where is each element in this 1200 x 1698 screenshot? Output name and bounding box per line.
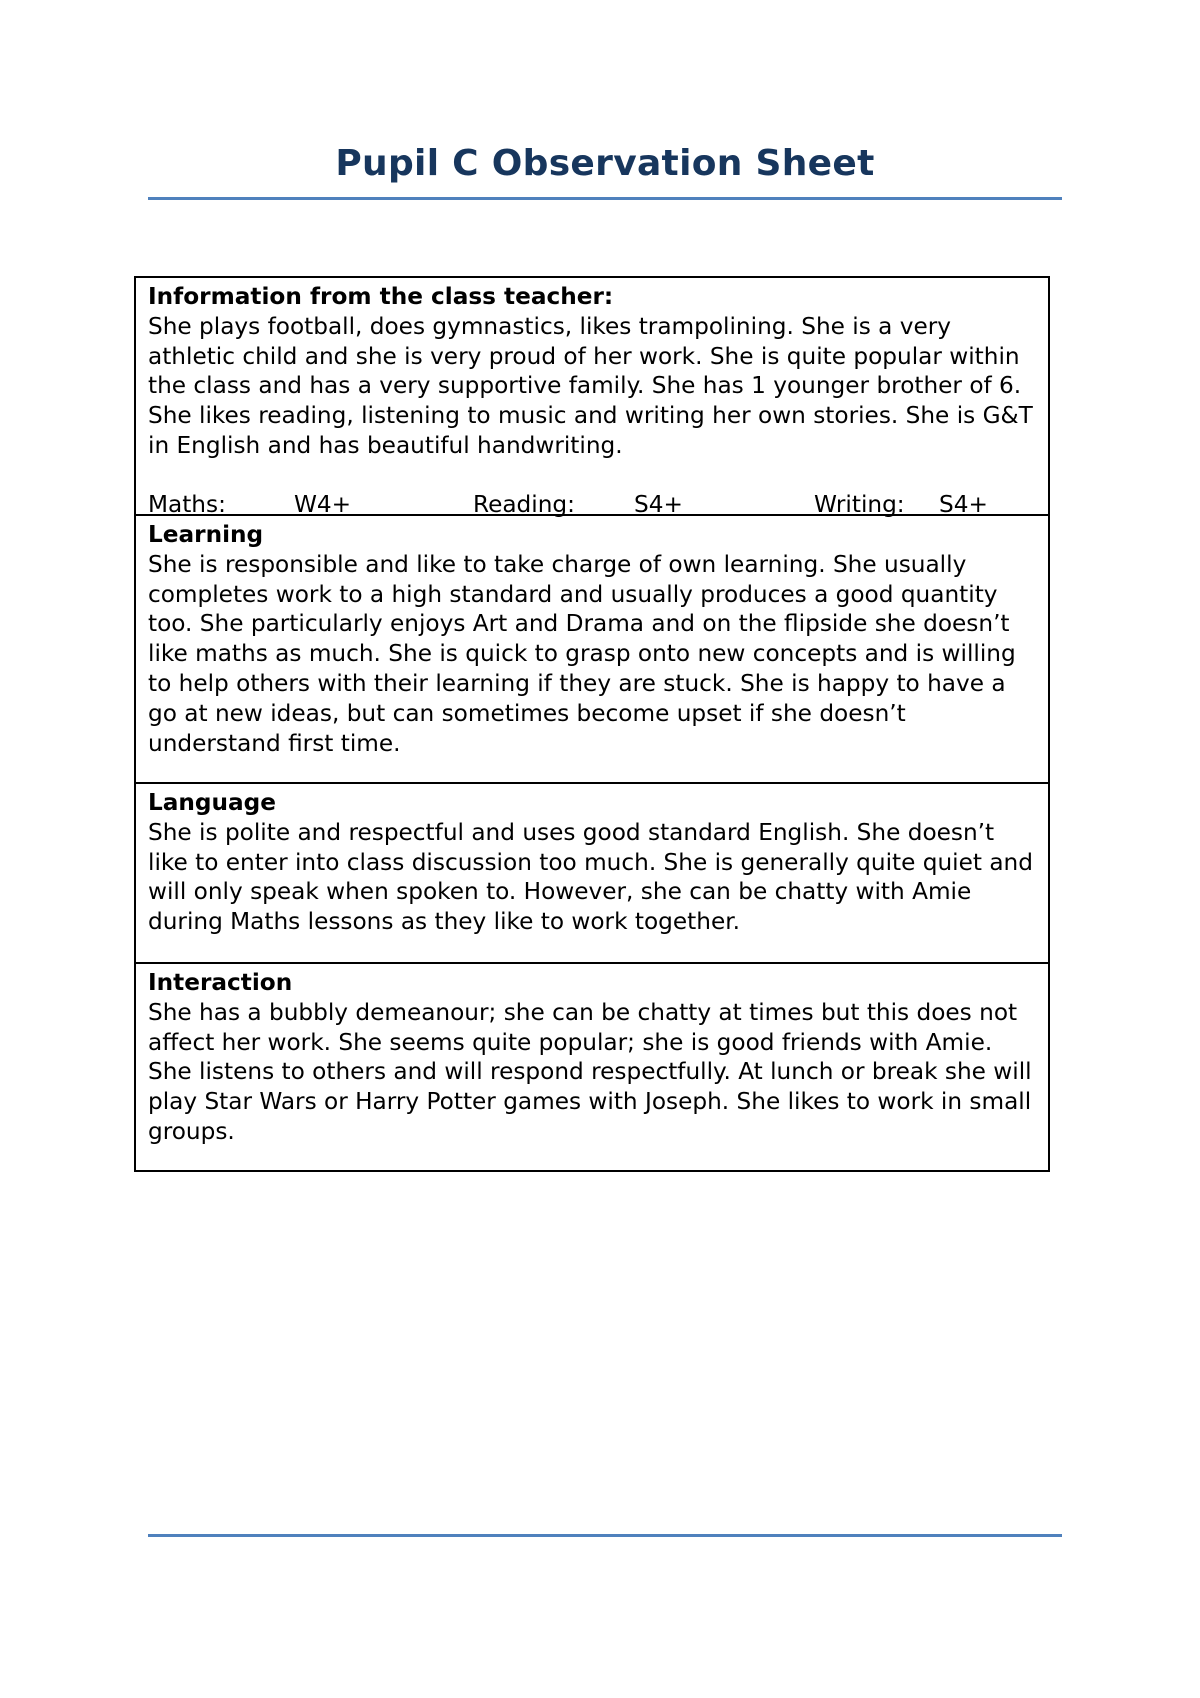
language-section: [136, 782, 1048, 962]
reading-label: Reading:: [473, 490, 575, 518]
language-heading: Language: [148, 789, 277, 816]
maths-value: W4+: [294, 490, 352, 518]
writing-label: Writing:: [814, 490, 905, 518]
writing-value: S4+: [939, 490, 988, 518]
learning-text: She is responsible and like to take charge of own learning. She usually completes work to a high standard and usually produces a good quantity too. She particularly enjoys Art and Drama and on the flipside she doesn’t like maths as much. She is quick to grasp onto new concepts and is willing to help others with their learning if they are stuck. She is happy to have a go at new ideas, but can sometimes become upset if she doesn’t understand first time.: [148, 550, 1016, 757]
language-text: She is polite and respectful and uses good standard English. She doesn’t like to enter into class discussion too much. She is generally quite quiet and will only speak when spoken to. However, she can be chatty with Amie during Maths lessons as they like to work together.: [148, 818, 1033, 936]
interaction-heading: Interaction: [148, 969, 293, 996]
reading-value: S4+: [634, 490, 683, 518]
grades-row: [148, 490, 1036, 519]
info-section: [136, 278, 1048, 518]
learning-section: [136, 514, 1048, 782]
maths-label: Maths:: [148, 490, 226, 518]
observation-table: [134, 276, 1050, 1172]
page-title: Pupil C Observation Sheet: [335, 143, 875, 184]
footer-rule: [148, 1534, 1062, 1537]
learning-heading: Learning: [148, 521, 264, 548]
spacer: [148, 461, 1036, 490]
interaction-section: [136, 962, 1048, 1170]
interaction-text: She has a bubbly demeanour; she can be chatty at times but this does not affect her work. She seems quite popular; she is good friends with Amie. She listens to others and will respond respectfully. At lunch or break she will play Star Wars or Harry Potter games with Joseph. She likes to work in small groups.: [148, 998, 1032, 1145]
info-heading: Information from the class teacher:: [148, 283, 614, 310]
info-text: She plays football, does gymnastics, likes trampolining. She is a very athletic child and she is very proud of her work. She is quite popular within the class and has a very supportive family. She has 1 younger brother of 6. She likes reading, listening to music and writing her own stories. She is G&T in English and has beautiful handwriting.: [148, 312, 1033, 459]
title-underline: [148, 197, 1062, 200]
